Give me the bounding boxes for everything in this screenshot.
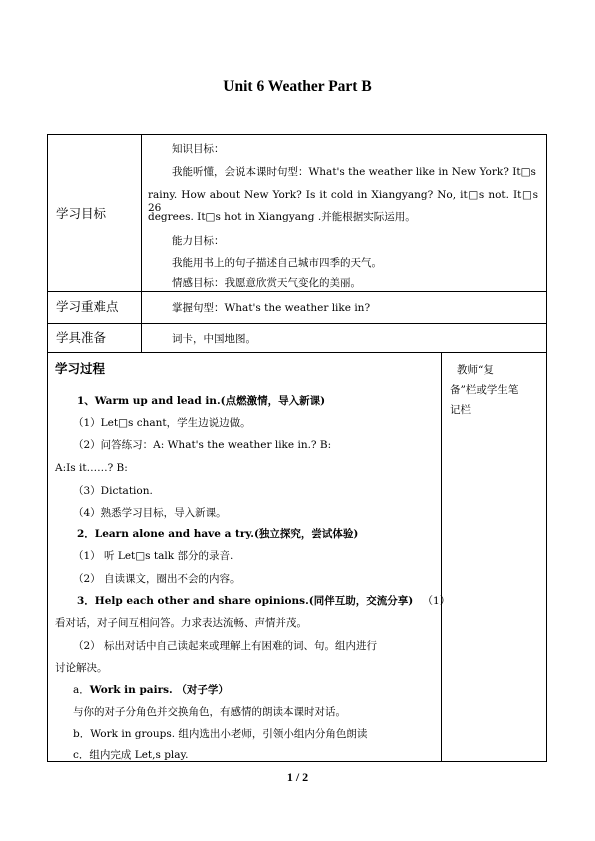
materials-text: 词卡，中国地图。 xyxy=(172,333,256,345)
objectives-line: 我能用书上的句子描述自己城市四季的天气。 xyxy=(172,257,382,269)
objectives-line: 我能听懂，会说本课时句型：What's the weather like in New York? It□s xyxy=(172,166,536,178)
materials-label: 学具准备 xyxy=(56,330,107,345)
key-points-label: 学习重难点 xyxy=(56,299,119,314)
process-line: （1）Let□s chant，学生边说边做。 xyxy=(73,417,251,429)
process-line: 与你的对子分角色并交换角色，有感情的朗读本课时对话。 xyxy=(73,706,346,718)
process-line: （3）Dictation. xyxy=(73,485,153,497)
side-note-line: 教师“复 xyxy=(457,364,494,376)
process-line: （1） 听 Let□s talk 部分的录音. xyxy=(73,550,234,562)
objectives-knowledge-heading: 知识目标： xyxy=(172,143,225,155)
process-line: A:Is it……? B: xyxy=(55,462,128,474)
objectives-label: 学习目标 xyxy=(56,206,107,221)
page-number: 1 / 2 xyxy=(286,770,309,784)
document-title: Unit 6 Weather Part B xyxy=(223,78,372,95)
step-3-heading xyxy=(77,595,450,608)
lesson-plan-table xyxy=(47,134,547,762)
side-note-line: 备”栏或学生笔 xyxy=(450,384,519,396)
process-line: c．组内完成 Let,s play. xyxy=(73,749,189,761)
step-3-heading-rest: （1） xyxy=(422,595,451,607)
pairs-line xyxy=(73,684,229,697)
process-line: b．Work in groups. 组内选出小老师，引领小组内分角色朗读 xyxy=(73,728,368,740)
objectives-line: rainy. How about New York? Is it cold in Xiangyang? No, it□s not. It□s 26 xyxy=(148,189,538,214)
step-1-heading: 1、Warm up and lead in.(点燃激情，导入新课) xyxy=(77,395,326,407)
pairs-prefix: a． xyxy=(73,684,90,696)
objectives-emotion-line: 情感目标：我愿意欣赏天气变化的美丽。 xyxy=(172,277,361,289)
pairs-bold: Work in pairs. （对子学） xyxy=(89,684,229,696)
step-2-heading: 2．Learn alone and have a try.(独立探究，尝试体验) xyxy=(77,528,359,540)
objectives-line: degrees. It□s hot in Xiangyang .并能根据实际运用。 xyxy=(148,211,416,223)
process-line: 看对话，对子间互相问答。力求表达流畅、声情并茂。 xyxy=(55,617,307,629)
process-line: （2） 自读课文，圈出不会的内容。 xyxy=(73,573,241,585)
objectives-ability-heading: 能力目标： xyxy=(172,235,225,247)
process-heading: 学习过程 xyxy=(55,361,106,376)
process-line: 讨论解决。 xyxy=(55,662,108,674)
process-line: （2） 标出对话中自己读起来或理解上有困难的词、句。组内进行 xyxy=(73,640,378,652)
step-3-heading-bold: 3．Help each other and share opinions.(同伴互助，交流分享) xyxy=(77,595,414,607)
side-note-line: 记栏 xyxy=(450,404,471,416)
process-line: （2）问答练习：A: What's the weather like in.? B: xyxy=(73,439,332,451)
key-points-text: 掌握句型：What's the weather like in? xyxy=(172,302,371,314)
process-line: （4）熟悉学习目标，导入新课。 xyxy=(73,507,227,519)
